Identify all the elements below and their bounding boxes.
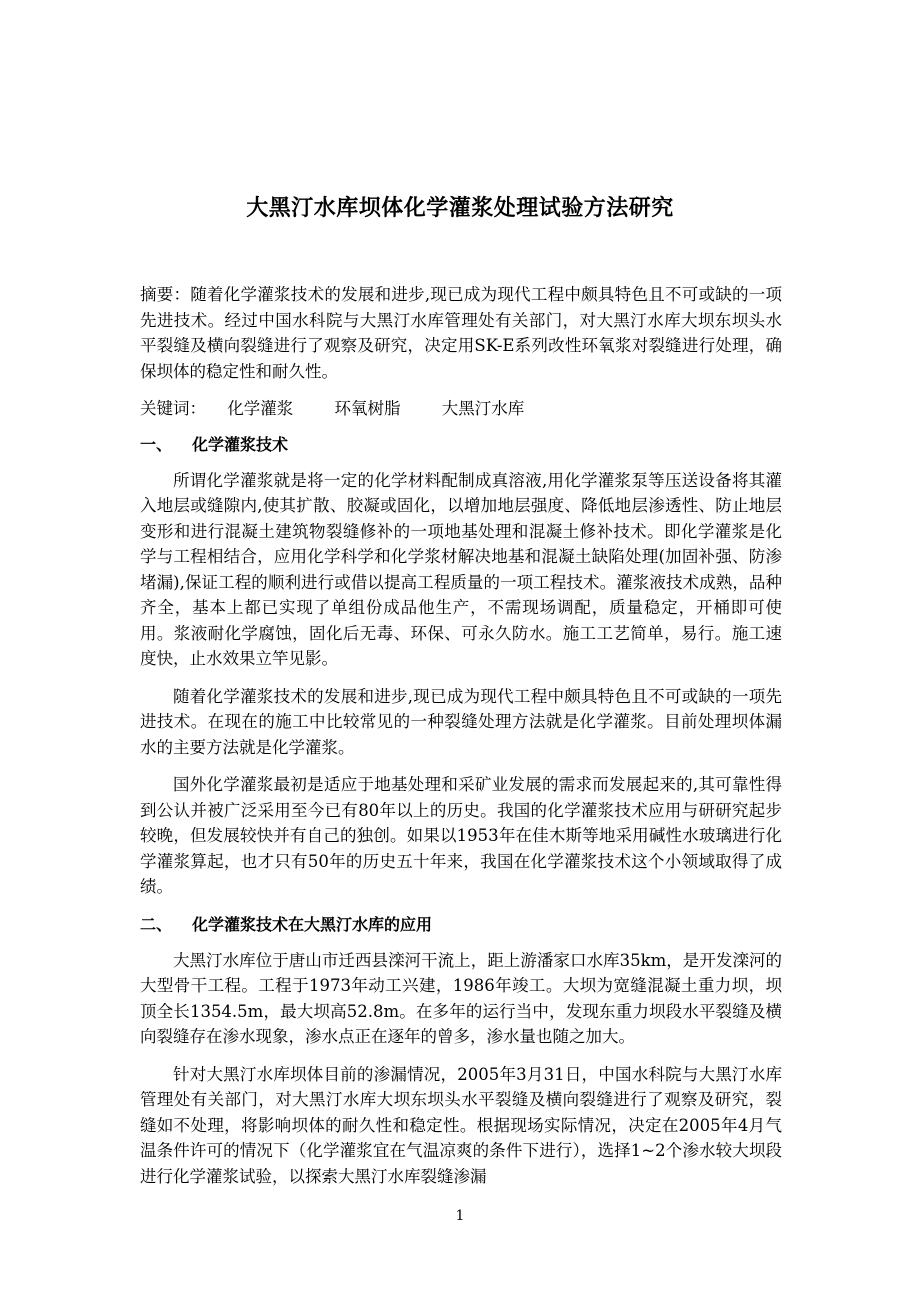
body-paragraph: 所谓化学灌浆就是将一定的化学材料配制成真溶液,用化学灌浆泵等压送设备将其灌入地层或缝隙内,使其扩散、胶凝或固化，以增加地层强度、降低地层渗透性、防止地层变形和进行混凝土建筑物裂缝修补的一项地基处理和混凝土修补技术。即化学灌浆是化学与工程相结合，应用化学科学和化学浆材解决地基和混凝土缺陷处理(加固补强、防渗堵漏),保证工程的顺利进行或借以提高工程质量的一项工程技术。灌浆液技术成熟，品种齐全，基本上都已实现了单组份成品他生产，不需现场调配，质量稳定，开桶即可使用。浆液耐化学腐蚀，固化后无毒、环保、可永久防水。施工工艺简单，易行。施工速度快，止水效果立竿见影。 xyxy=(140,470,782,668)
keyword-item: 环氧树脂 xyxy=(334,399,401,418)
section-heading-2 xyxy=(140,912,782,938)
keywords-label: 关键词： xyxy=(140,399,206,418)
document-title: 大黑汀水库坝体化学灌浆处理试验方法研究 xyxy=(246,196,674,221)
section-number: 一、 xyxy=(140,434,173,454)
keyword-item: 大黑汀水库 xyxy=(441,399,525,418)
section-title: 化学灌浆技术 xyxy=(192,434,289,454)
body-paragraph: 国外化学灌浆最初是适应于地基处理和采矿业发展的需求而发展起来的,其可靠性得到公认并被广泛采用至今已有80年以上的历史。我国的化学灌浆技术应用与研研究起步较晚，但发展较快并有自己的独创。如果以1953年在佳木斯等地采用碱性水玻璃进行化学灌浆算起，也才只有50年的历史五十年来，我国在化学灌浆技术这个小领域取得了成绩。 xyxy=(140,775,782,896)
body-paragraph: 大黑汀水库位于唐山市迁西县滦河干流上，距上游潘家口水库35km，是开发滦河的大型骨干工程。工程于1973年动工兴建，1986年竣工。大坝为宽缝混凝土重力坝，坝顶全长1354.5m，最大坝高52.8m。在多年的运行当中，发现东重力坝段水平裂缝及横向裂缝存在渗水现象，渗水点正在逐年的曾多，渗水量也随之加大。 xyxy=(140,950,782,1046)
body-paragraph: 随着化学灌浆技术的发展和进步,现已成为现代工程中颇具特色且不可或缺的一项先进技术。在现在的施工中比较常见的一种裂缝处理方法就是化学灌浆。目前处理坝体漏水的主要方法就是化学灌浆。 xyxy=(140,686,782,757)
section-title: 化学灌浆技术在大黑汀水库的应用 xyxy=(192,914,433,934)
abstract-paragraph: 摘要：随着化学灌浆技术的发展和进步,现已成为现代工程中颇具特色且不可或缺的一项先进技术。经过中国水科院与大黑汀水库管理处有关部门，对大黑汀水库大坝东坝头水平裂缝及横向裂缝进行了观察及研究，决定用SK-E系列改性环氧浆对裂缝进行处理，确保坝体的稳定性和耐久性。 xyxy=(140,285,782,381)
body-paragraph: 针对大黑汀水库坝体目前的渗漏情况，2005年3月31日，中国水科院与大黑汀水库管理处有关部门，对大黑汀水库大坝东坝头水平裂缝及横向裂缝进行了观察及研究，裂缝如不处理，将影响坝体的耐久性和稳定性。根据现场实际情况，决定在2005年4月气温条件许可的情况下（化学灌浆宜在气温凉爽的条件下进行），选择1~2个渗水较大坝段进行化学灌浆试验，以探索大黑汀水库裂缝渗漏 xyxy=(140,1064,782,1186)
section-heading-1 xyxy=(140,432,782,458)
page-number: 1 xyxy=(455,1208,465,1224)
keywords-line xyxy=(140,396,782,422)
document-body xyxy=(140,282,782,1201)
keyword-item: 化学灌浆 xyxy=(227,399,294,418)
section-number: 二、 xyxy=(140,914,173,934)
